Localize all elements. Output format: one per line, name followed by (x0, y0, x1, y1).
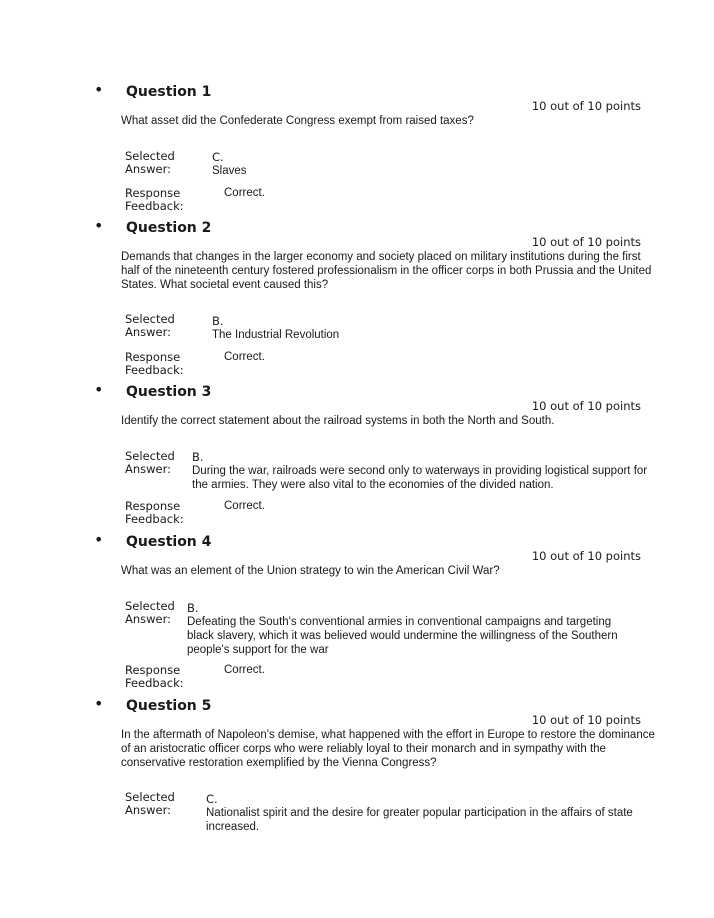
answer-letter: C. (212, 150, 224, 164)
question-text: In the aftermath of Napoleon's demise, what happened with the effort in Europe to restore the dominance of an aristocratic officer corps who were reliably loyal to their monarch and in sympathy with the conservative restoration exemplified by the Vienna Congress? (121, 729, 655, 769)
question-title: Question 1 (126, 84, 212, 100)
answer-letter: B. (192, 450, 204, 464)
response-feedback-label: Response Feedback: (125, 186, 184, 213)
response-feedback-label: Response Feedback: (125, 663, 184, 690)
response-feedback: Correct. (224, 351, 265, 363)
bullet-icon: • (94, 216, 104, 235)
answer-text: Defeating the South's conventional armies in conventional campaigns and targeting black slavery, which it was believed would undermine the willingness of the Southern people's support for the war (187, 616, 618, 656)
question-title: Question 5 (126, 698, 212, 714)
answer-letter: C. (206, 792, 218, 806)
question-points: 10 out of 10 points (531, 549, 641, 563)
question-text: What was an element of the Union strategy to win the American Civil War? (121, 565, 500, 577)
question-text: Identify the correct statement about the railroad systems in both the North and South. (121, 415, 555, 427)
question-title: Question 4 (126, 534, 212, 550)
bullet-icon: • (94, 694, 104, 713)
answer-letter: B. (187, 601, 199, 615)
question-title: Question 3 (126, 384, 212, 400)
bullet-icon: • (94, 380, 104, 399)
selected-answer-label: Selected Answer: (125, 149, 175, 176)
response-feedback: Correct. (224, 664, 265, 676)
response-feedback: Correct. (224, 500, 265, 512)
selected-answer (192, 450, 654, 492)
selected-answer-label: Selected Answer: (125, 449, 175, 476)
bullet-icon: • (94, 530, 104, 549)
selected-answer-label: Selected Answer: (125, 312, 175, 339)
selected-answer (187, 601, 639, 657)
selected-answer (212, 314, 652, 342)
question-points: 10 out of 10 points (531, 235, 641, 249)
answer-text: During the war, railroads were second only to waterways in providing logistical support for the armies. They were also vital to the economies of the divided nation. (192, 465, 648, 491)
question-title: Question 2 (126, 220, 212, 236)
selected-answer-label: Selected Answer: (125, 790, 175, 817)
question-points: 10 out of 10 points (531, 99, 641, 113)
response-feedback-label: Response Feedback: (125, 499, 184, 526)
question-points: 10 out of 10 points (531, 713, 641, 727)
question-points: 10 out of 10 points (531, 399, 641, 413)
question-text: Demands that changes in the larger economy and society placed on military institutions during the first half of the nineteenth century fostered professionalism in the officer corps in both Prussia and the United States. What societal event caused this? (121, 251, 652, 291)
answer-text: Slaves (212, 165, 247, 177)
answer-text: Nationalist spirit and the desire for greater popular participation in the affairs of state increased. (206, 807, 633, 833)
bullet-icon: • (94, 80, 104, 99)
selected-answer (212, 150, 652, 178)
answer-letter: B. (212, 314, 224, 328)
response-feedback-label: Response Feedback: (125, 350, 184, 377)
response-feedback: Correct. (224, 187, 265, 199)
selected-answer-label: Selected Answer: (125, 599, 175, 626)
question-text: What asset did the Confederate Congress exempt from raised taxes? (121, 115, 474, 127)
answer-text: The Industrial Revolution (212, 329, 340, 341)
selected-answer (206, 792, 656, 834)
